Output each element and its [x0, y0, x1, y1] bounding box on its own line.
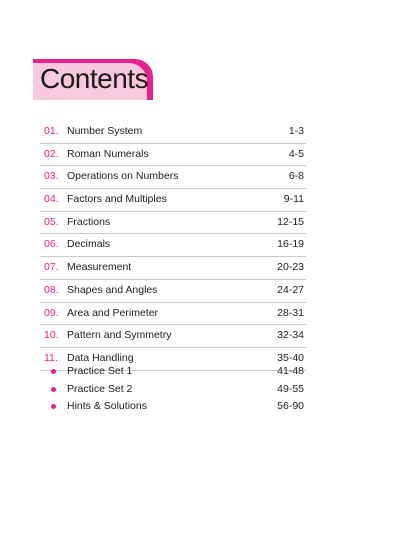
chapter-row[interactable]	[40, 166, 306, 189]
chapter-title: Data Handling	[67, 351, 134, 364]
chapter-row[interactable]	[40, 121, 306, 144]
chapter-row[interactable]	[40, 325, 306, 348]
chapter-title: Operations on Numbers	[67, 170, 179, 183]
extras-list	[40, 363, 306, 416]
chapter-number: 07.	[44, 261, 59, 274]
extra-pages: 56-90	[277, 400, 304, 412]
chapter-pages: 12-15	[277, 215, 304, 228]
chapter-pages: 1-3	[288, 125, 304, 137]
chapter-title: Roman Numerals	[67, 147, 149, 160]
chapter-list	[40, 121, 306, 371]
chapter-row[interactable]	[40, 303, 306, 326]
chapter-title: Pattern and Symmetry	[67, 329, 172, 342]
chapter-title: Fractions	[67, 215, 111, 228]
extra-title: Hints & Solutions	[67, 400, 147, 412]
chapter-title: Decimals	[67, 238, 111, 251]
chapter-pages: 6-8	[288, 170, 304, 183]
page-title: Contents	[40, 63, 149, 94]
chapter-row[interactable]	[40, 257, 306, 280]
chapter-number: 02.	[44, 147, 59, 160]
extra-pages: 49-55	[277, 382, 304, 395]
chapter-title: Number System	[67, 125, 143, 137]
extra-title: Practice Set 2	[67, 382, 133, 395]
chapter-row[interactable]	[40, 189, 306, 212]
chapter-number: 01.	[44, 125, 59, 137]
chapter-number: 06.	[44, 238, 59, 251]
extra-row[interactable]	[40, 381, 306, 399]
chapter-row[interactable]	[40, 234, 306, 257]
chapter-pages: 28-31	[277, 306, 304, 319]
chapter-number: 10.	[44, 329, 59, 342]
chapter-number: 05.	[44, 215, 59, 228]
chapter-number: 09.	[44, 306, 59, 319]
bullet-icon	[51, 387, 56, 392]
chapter-title: Area and Perimeter	[67, 306, 159, 319]
chapter-pages: 20-23	[277, 261, 304, 274]
chapter-row[interactable]	[40, 212, 306, 235]
extra-pages: 41-48	[277, 365, 304, 377]
chapter-number: 08.	[44, 283, 59, 296]
chapter-title: Factors and Multiples	[67, 193, 167, 206]
extra-row[interactable]	[40, 363, 306, 381]
chapter-number: 11.	[44, 351, 58, 364]
chapter-pages: 35-40	[277, 351, 304, 364]
chapter-row[interactable]	[40, 144, 306, 167]
chapter-pages: 4-5	[288, 147, 304, 160]
bullet-icon	[51, 369, 56, 374]
chapter-pages: 24-27	[277, 283, 304, 296]
extra-title: Practice Set 1	[67, 365, 133, 377]
chapter-title: Shapes and Angles	[67, 283, 158, 296]
chapter-pages: 32-34	[277, 329, 304, 342]
chapter-title: Measurement	[67, 261, 132, 274]
chapter-number: 04.	[44, 193, 59, 206]
extra-row[interactable]	[40, 398, 306, 416]
chapter-row[interactable]	[40, 280, 306, 303]
chapter-number: 03.	[44, 170, 59, 183]
chapter-pages: 16-19	[277, 238, 304, 251]
bullet-icon	[51, 404, 56, 409]
chapter-pages: 9-11	[283, 193, 304, 206]
